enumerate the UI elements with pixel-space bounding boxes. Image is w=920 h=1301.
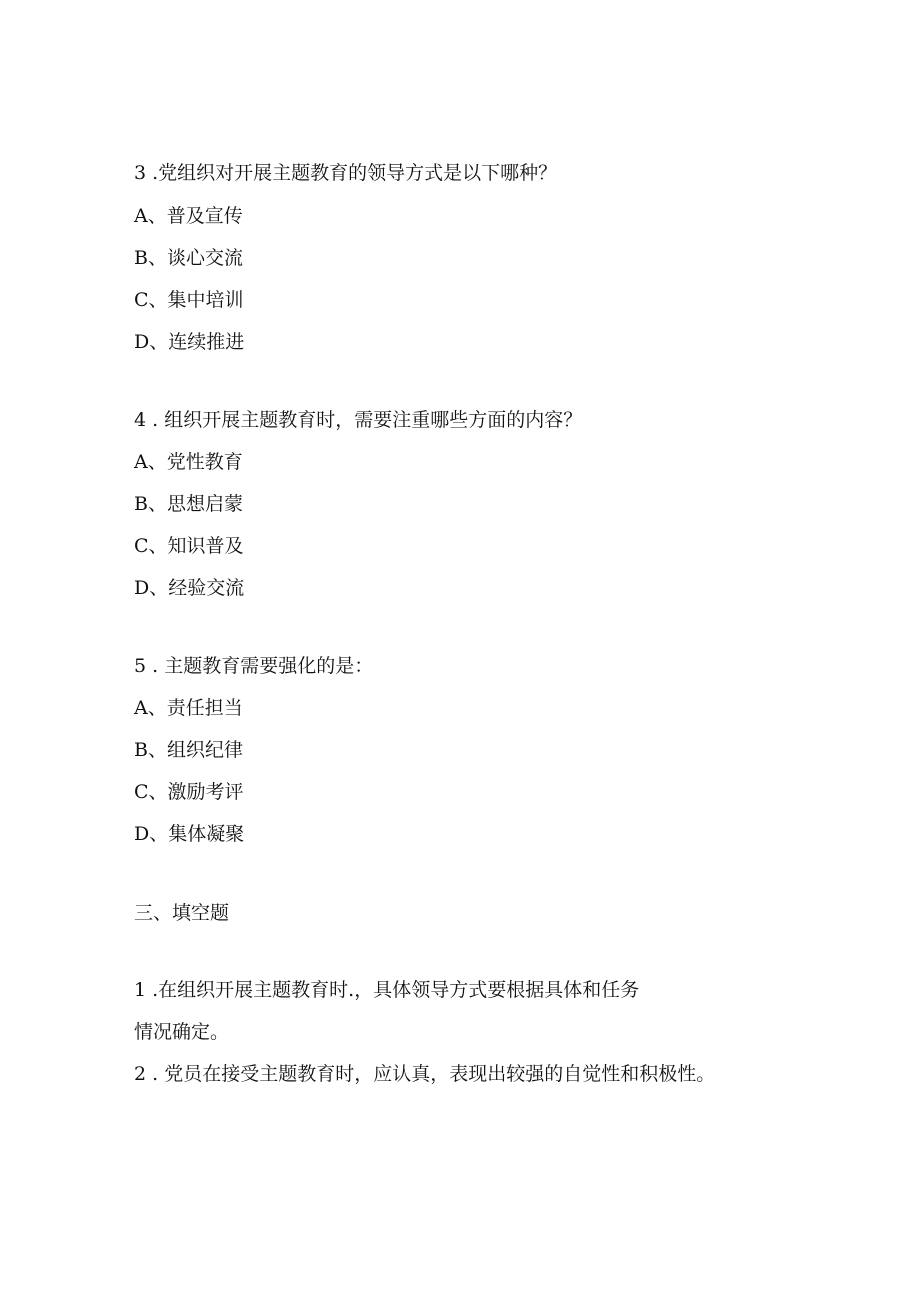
question-3-option-d: D、连续推进 (134, 331, 245, 353)
question-4-option-a: A、党性教育 (134, 451, 243, 473)
fill-blank-1-line1: 1 .在组织开展主题教育时.，具体领导方式要根据具体和任务 (134, 979, 640, 1001)
question-4-option-d: D、经验交流 (134, 577, 245, 599)
question-5-option-d: D、集体凝聚 (134, 823, 245, 845)
question-4-prompt: 4 . 组织开展主题教育时，需要注重哪些方面的内容？ (134, 409, 583, 431)
fill-blank-2-line1: 2 . 党员在接受主题教育时，应认真，表现出较强的自觉性和积极性。 (134, 1063, 716, 1085)
question-5-option-b: B、组织纪律 (134, 739, 243, 761)
question-3-prompt: 3 .党组织对开展主题教育的领导方式是以下哪种？ (134, 162, 558, 184)
question-3-option-a: A、普及宣传 (134, 205, 243, 227)
question-5-prompt: 5 . 主题教育需要强化的是： (134, 655, 374, 677)
question-3-option-b: B、谈心交流 (134, 247, 243, 269)
question-4-option-b: B、思想启蒙 (134, 493, 243, 515)
question-5-option-c: C、激励考评 (134, 781, 244, 803)
section-title: 三、填空题 (134, 902, 230, 924)
fill-blank-1-line2: 情况确定。 (134, 1021, 230, 1043)
question-5-option-a: A、责任担当 (134, 697, 243, 719)
question-3-option-c: C、集中培训 (134, 289, 244, 311)
question-4-option-c: C、知识普及 (134, 535, 244, 557)
